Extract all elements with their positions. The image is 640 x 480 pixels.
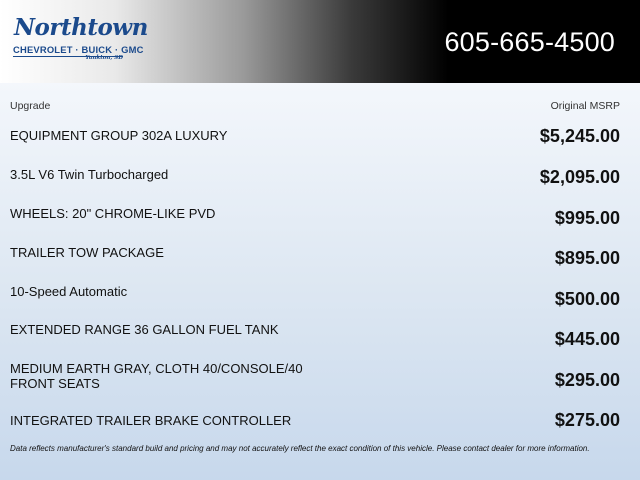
option-price: $5,245.00	[539, 126, 620, 146]
option-price: $275.00	[554, 410, 620, 430]
logo-city: Yankton, SD	[85, 55, 123, 61]
option-price: $995.00	[554, 208, 620, 228]
disclaimer-text: Data reflects manufacturer's standard build and pricing and may not accurately reflect the exact condition of this vehicle. Please contact dealer for more information.	[10, 444, 590, 453]
option-name: EQUIPMENT GROUP 302A LUXURY	[10, 128, 228, 143]
dealer-phone-link[interactable]: 605-665-4500	[444, 27, 615, 57]
header-banner	[0, 0, 640, 83]
column-header-msrp: Original MSRP	[550, 100, 620, 112]
option-name: WHEELS: 20" CHROME-LIKE PVD	[10, 206, 216, 221]
dealer-logo[interactable]	[12, 14, 148, 66]
option-price: $500.00	[554, 289, 620, 309]
option-name: MEDIUM EARTH GRAY, CLOTH 40/CONSOLE/40 FRONT SEATS	[10, 361, 303, 391]
option-price: $895.00	[554, 248, 620, 268]
logo-brands: CHEVROLET · BUICK · GMC	[13, 44, 144, 55]
column-header-upgrade: Upgrade	[10, 100, 51, 112]
option-name: 3.5L V6 Twin Turbocharged	[10, 167, 169, 182]
option-price: $445.00	[554, 329, 620, 349]
option-name: TRAILER TOW PACKAGE	[10, 245, 164, 260]
option-price: $2,095.00	[539, 167, 620, 187]
option-name: INTEGRATED TRAILER BRAKE CONTROLLER	[10, 413, 292, 428]
option-name: 10-Speed Automatic	[10, 284, 128, 299]
logo-dealer-name: Northtown	[14, 14, 148, 41]
option-name: EXTENDED RANGE 36 GALLON FUEL TANK	[10, 322, 279, 337]
option-price: $295.00	[554, 370, 620, 390]
